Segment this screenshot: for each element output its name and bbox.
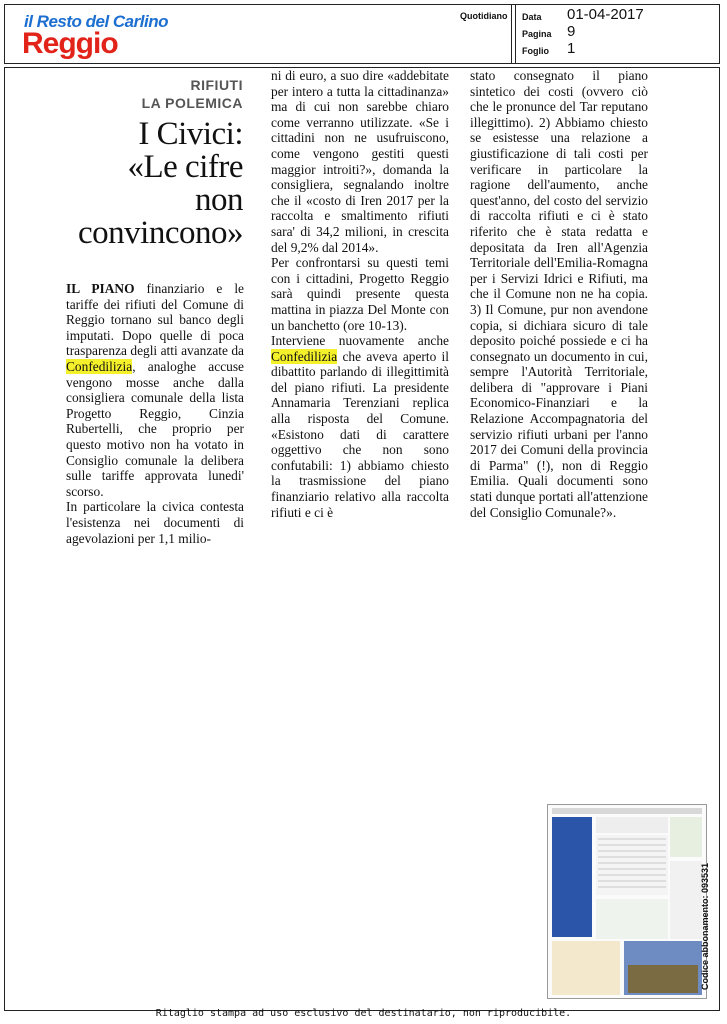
kicker-polemica: LA POLEMICA	[141, 95, 243, 111]
date-value: 01-04-2017	[567, 6, 644, 23]
subscription-code: Codice abbonamento: 093531	[700, 862, 710, 990]
highlight-confedilizia: Confedilizia	[66, 358, 133, 374]
paragraph: stato consegnato il piano sintetico dei costi (ovvero ciò che le pronunce del Tar reputano illegittimo). 2) Abbiamo chiesto se esistesse una relazione a giustificazione di tali costi per verificare in particolare la ragione dell'aumento, anche quest'anno, del costo del servizio di raccolta rifiuti e ci è stato riferito che è stata redatta e depositata da Iren all'Agenzia Territoriale dell'Emilia-Romagna per i Servizi Idrici e Rifiuti, ma che il Comune non ne ha copia. 3) Il Comune, pur non avendone copia, si dichiara sicuro di tale deposito poiché possiede e ci ha consegnato un documento in cui, sempre l'Autorità Territoriale, delibera di "approvare i Piani Economico-Finanziari e la Relazione Accompagnatoria del servizio rifiuti urbani per l'anno 2017 dei Comuni della provincia di Parma" (!), non di Reggio Emilia. Quali documenti sono stati dunque portati all'attenzione del Consiglio Comunale?».	[470, 68, 648, 520]
paragraph: In particolare la civica contesta l'esistenza nei documenti di agevolazioni per 1,1 milio-	[66, 499, 244, 546]
page-label: Pagina	[522, 29, 552, 39]
footer-notice: Ritaglio stampa ad uso esclusivo del destinatario, non riproducibile.	[155, 1008, 572, 1019]
article-column-3	[470, 68, 648, 520]
sheet-label: Foglio	[522, 46, 549, 56]
paragraph-text: finanziario e le tariffe dei rifiuti del Comune di Reggio tornano sul banco degli imputati. Dopo quelle di poca trasparenza degli atti avanzate da	[66, 281, 244, 359]
logo-line1: il Resto del Carlino	[24, 12, 168, 31]
article-column-2	[271, 68, 449, 535]
kicker-rifiuti: RIFIUTI	[190, 77, 243, 93]
headline-line: convincono»	[78, 215, 243, 251]
header-divider	[515, 4, 516, 64]
paragraph-text: che aveva aperto il dibattito parlando di illegittimità del piano rifiuti. La presidente Annamaria Terenziani replica alla risposta del Comune. «Esistono dati di carattere oggettivo che non sono confutabili: 1) abbiamo chiesto la trasmissione del piano finanziario relativo alla raccolta rifiuti e ci è	[271, 348, 449, 520]
headline	[60, 118, 243, 250]
publication-type: Quotidiano	[460, 11, 508, 21]
paragraph	[271, 333, 449, 520]
lead-text: IL PIANO	[66, 281, 135, 296]
paragraph: Per confrontarsi su questi temi con i cittadini, Progetto Reggio sarà quindi presente questa mattina in piazza Del Monte con un banchetto (ore 10-13).	[271, 255, 449, 333]
logo-line2: Reggio	[22, 27, 118, 60]
paragraph-text: , analoghe accuse vengono mosse anche dalla consigliera comunale della lista Progetto Reggio, Cinzia Rubertelli, che proprio per questo motivo non ha votato in Consiglio comunale la delibera sulle tariffe approvata lunedi' scorso.	[66, 358, 244, 499]
sheet-value: 1	[567, 40, 576, 57]
paragraph	[66, 281, 244, 499]
article-column-1	[66, 281, 244, 546]
headline-line: I Civici:	[138, 116, 243, 152]
date-label: Data	[522, 12, 542, 22]
headline-line: non	[195, 182, 243, 218]
headline-line: «Le cifre	[127, 149, 243, 185]
header-divider	[511, 4, 512, 64]
paragraph: ni di euro, a suo dire «addebitate per intero a tutta la cittadinanza» ma di cui non sarebbe chiaro come verranno utilizzate. «Se i cittadini non ne usufruiscono, come vengono gestiti questi maggior introiti?», domanda la consigliera, segnalando inoltre che il «costo di Iren 2017 per la raccolta e smaltimento rifiuti sara' di 34,2 milioni, in crescita del 9,2% dal 2014».	[271, 68, 449, 255]
page-thumbnail	[547, 804, 707, 999]
highlight-confedilizia: Confedilizia	[271, 348, 338, 364]
page-value: 9	[567, 23, 576, 40]
paragraph-text: Interviene nuovamente anche	[271, 333, 449, 349]
page-thumbnail-graphic	[548, 805, 706, 998]
